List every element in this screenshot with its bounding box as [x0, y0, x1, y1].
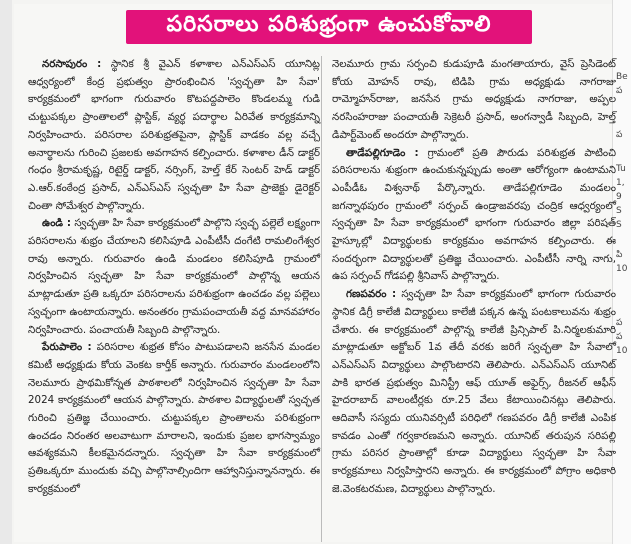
article-paragraph [28, 215, 320, 339]
article-paragraph [332, 145, 616, 287]
fragment-text: Be [616, 72, 628, 82]
fragment-text: 9 [616, 192, 622, 202]
fragment-text: ప [616, 86, 623, 96]
article-paragraph [28, 56, 320, 215]
fragment-text: Tu [616, 164, 626, 174]
fragment-text: పి [616, 250, 623, 260]
fragment-text: ప [616, 332, 623, 342]
fragment-text: 10 [616, 264, 628, 274]
headline-banner [126, 10, 532, 44]
article-paragraph [332, 286, 616, 498]
paragraph-text: స్వచ్ఛతా హి సేవా కార్యక్రమంలో పాల్గొని స్వచ్ఛ పల్లెలే లక్ష్యంగా పరిసరాలను శుభ్రం చేయాలని కలిసిపూడి ఎంపీటీసీ దంగేటి రామలింగేశ్వర రావు అన్నారు. గురువారం ఉండి మండలం కలిసిపూడి గ్రామంలో నిర్వహించిన స్వచ్ఛతా హి సేవా కార్యక్రమంలో పాల్గొన్న ఆయన మాట్లాడుతూ ప్రతి ఒక్కరూ పరిసరాలను పరిశుభ్రంగా ఉంచడం వల్ల పల్లెలు స్వచ్ఛంగా ఉంటాయన్నారు. అనంతరం గ్రామపంచాయతీ వద్ద మానవహారం నిర్వహించారు. పంచాయతీ సిబ్బంది పాల్గొన్నారు. [28, 217, 320, 336]
paragraph-text: స్థానిక శ్రీ వైఎన్ కళాశాల ఎన్ఎస్ఎస్ యూనిట్ల ఆధ్వర్యంలో కేంద్ర ప్రభుత్వం ప్రారంభించిన 'స్వచ్ఛతా హి సేవా' కార్యక్రమంలో భాగంగా గురువారం కొటపద్దపాలెం కొండలమ్మ గుడి చుట్టుపక్కల ప్రాంతాలలో ప్లాస్టిక్, వ్యర్థ పదార్థాల ఏరివేత కార్యక్రమాన్ని నిర్వహించారు. పరిసరాల పరిశుభ్రతపైనా, ప్లాస్టిక్ వాడకం వల్ల వచ్చే అనార్థాలను గురించి ప్రజలకు అవగాహన కల్పించారు. కళాశాల డీన్ డాక్టర్ గంధం శ్రీరామకృష్ణ, రిటైర్డ్ డాక్టర్, నర్సింగ్, హెల్త్ కేర్ సెంటర్ హెడ్ డాక్టర్ ఎ.ఆర్.కంఠేంద్ర ప్రసాద్, ఎన్ఎస్ఎస్ స్వచ్ఛతా హి సేవా ప్రాజెక్టు డైరెక్టర్ చింతా సోమేశ్వర పాల్గొన్నారు. [28, 58, 321, 212]
fragment-text: ప [616, 130, 623, 140]
fragment-text: S [616, 206, 622, 216]
left-page-edge [0, 0, 12, 544]
dateline: ఉండి : [42, 217, 71, 230]
dateline: నరసాపురం : [42, 58, 102, 70]
column-divider [321, 56, 322, 542]
headline: పరిసరాలు పరిశుభ్రంగా ఉంచుకోవాలి [166, 12, 492, 37]
dateline: పేరుపాలెం : [42, 341, 92, 354]
fragment-text: 1, [616, 178, 625, 188]
dateline: గణపవరం : [346, 288, 397, 301]
fragment-text: ప [616, 318, 623, 328]
article-paragraph [28, 339, 320, 498]
article-paragraph [332, 56, 616, 145]
news-clipping [14, 4, 617, 542]
left-column [28, 56, 320, 499]
paragraph-text: పరిసరాల శుభ్రత కోసం పాటుపడాలని జనసేన మండల కమిటీ అధ్యక్షుడు కోయ వెంకట కార్తీక్ అన్నారు. గురువారం మండలంలోని నెలమూరు ప్రాథమికోన్నత పాఠశాలలో నిర్వహించిన స్వచ్ఛతా హి సేవా 2024 కార్యక్రమంలో ఆయన పాల్గొన్నారు. పాఠశాల విద్యార్థులతో స్వచ్ఛత గురించి ప్రతిజ్ఞ చేయించారు. చుట్టుపక్కల ప్రాంతాలను పరిశుభ్రంగా ఉంచడం నిరంతర అలవాటుగా మారాలని, ఇందుకు ప్రజల భాగస్వామ్యం ఆవశ్యకమని కీలకమైనదన్నారు. స్వచ్ఛతా హి సేవా కార్యక్రమంలో ప్రతిఒక్కరూ ముందుకు వచ్చి పాల్గొనాల్సిందిగా ఆహ్వానిస్తున్నానన్నారు. ఈ కార్యక్రమంలో [28, 341, 320, 495]
fragment-text: S [616, 220, 622, 230]
dateline: తాడేపల్లిగూడెం : [346, 146, 419, 159]
right-column [332, 56, 616, 499]
paragraph-text: స్వచ్ఛతా హి సేవా కార్యక్రమంలో భాగంగా గురువారం స్థానిక డిగ్రీ కాలేజీ విద్యార్థులు కాలేజీ పక్కన ఉన్న పంటకాలువను శుభ్రం చేశారు. ఈ కార్యక్రమంలో పాల్గొన్న కాలేజీ ప్రిన్సిపాల్ పి.నిర్మలకుమారి మాట్లాడుతూ అక్టోబర్ 1వ తేదీ వరకు జరిగే స్వచ్ఛతా హి సేవాలో ఎన్ఎస్ఎస్ విద్యార్థులు పాల్గొంటారని తెలిపారు. ఎన్ఎస్ఎస్ యూనిట్ పాకి భారత ప్రభుత్వం మినిస్ట్రీ ఆఫ్ యూత్ అఫైర్స్, రీజనల్ ఆఫీస్ హైదరాబాద్ వాలంటీర్లకు రూ.25 వేలు కేటాయించినట్లు తెలిపారు. ఆదివాసీ సస్యదు యునివర్సిటీ పరిధిలో గణపవరం డిగ్రీ కాలేజీ ఎంపిక కావడం ఎంతో గర్వకారణమని అన్నారు. యూనిట్ తరుపున సరిపల్లి గ్రామ పరిసర ప్రాంతాల్లో కూడా విద్యార్థులు స్వచ్ఛతా హి సేవా కార్యక్రమాలు నిర్వహిస్తారని అన్నారు. ఈ కార్యక్రమంలో పోగ్రాం అధికారి జె.వెంకటరమణ, విద్యార్థులు పాల్గొన్నారు. [332, 288, 616, 495]
paragraph-text: నెలమూరు గ్రామ సర్పంచి కుడుపూడి మంగతాయారు, వైస్ ప్రెసిడెంట్ కోయ మోహన్ రావు, టిడిపి గ్రామ అధ్యక్షుడు నాగరాజు రామ్మోహన్‌రాజు, జనసేన గ్రామ అధ్యక్షుడు నాగరాజు, అప్పల నరసింహరాజు పంచాయతీ సెక్రెటరీ ప్రసాద్, అంగన్వాడీ సిబ్బంది, హెల్త్ డిపార్ట్‌మెంట్ అందరూ పాల్గొన్నారు. [332, 58, 616, 141]
fragment-text: 10 [616, 346, 628, 356]
paragraph-text: గ్రామంలో ప్రతి పౌరుడు పరిశుభ్రత పాటించి పరిసరాలను శుభ్రంగా ఉంచుకున్నప్పుడు అంతా ఆరోగ్యంగా ఉంటామని ఎంపీడీఓ విశ్వనాథ్ పేర్కొన్నారు. తాడేపల్లిగూడెం మండలం జగన్నాథపురం గ్రామంలో సర్పంచ్ ఉండ్రాజవరపు చంద్రిక ఆధ్వర్యంలో స్వచ్ఛతా హి సేవా కార్యక్రమంలో భాగంగా గురువారం జిల్లా పరిషత్ హైస్కూల్లో విద్యార్థులకు కార్యక్రమం అవగాహన కల్పించారు. ఈ సందర్భంగా విద్యార్థులతో ప్రతిజ్ఞ చేయించారు. ఎంపీటీసీ నార్ని నాగు, ఉప సర్పంచ్ గోడపల్లి శ్రీనివాస్ పాల్గొన్నారు. [332, 146, 617, 283]
